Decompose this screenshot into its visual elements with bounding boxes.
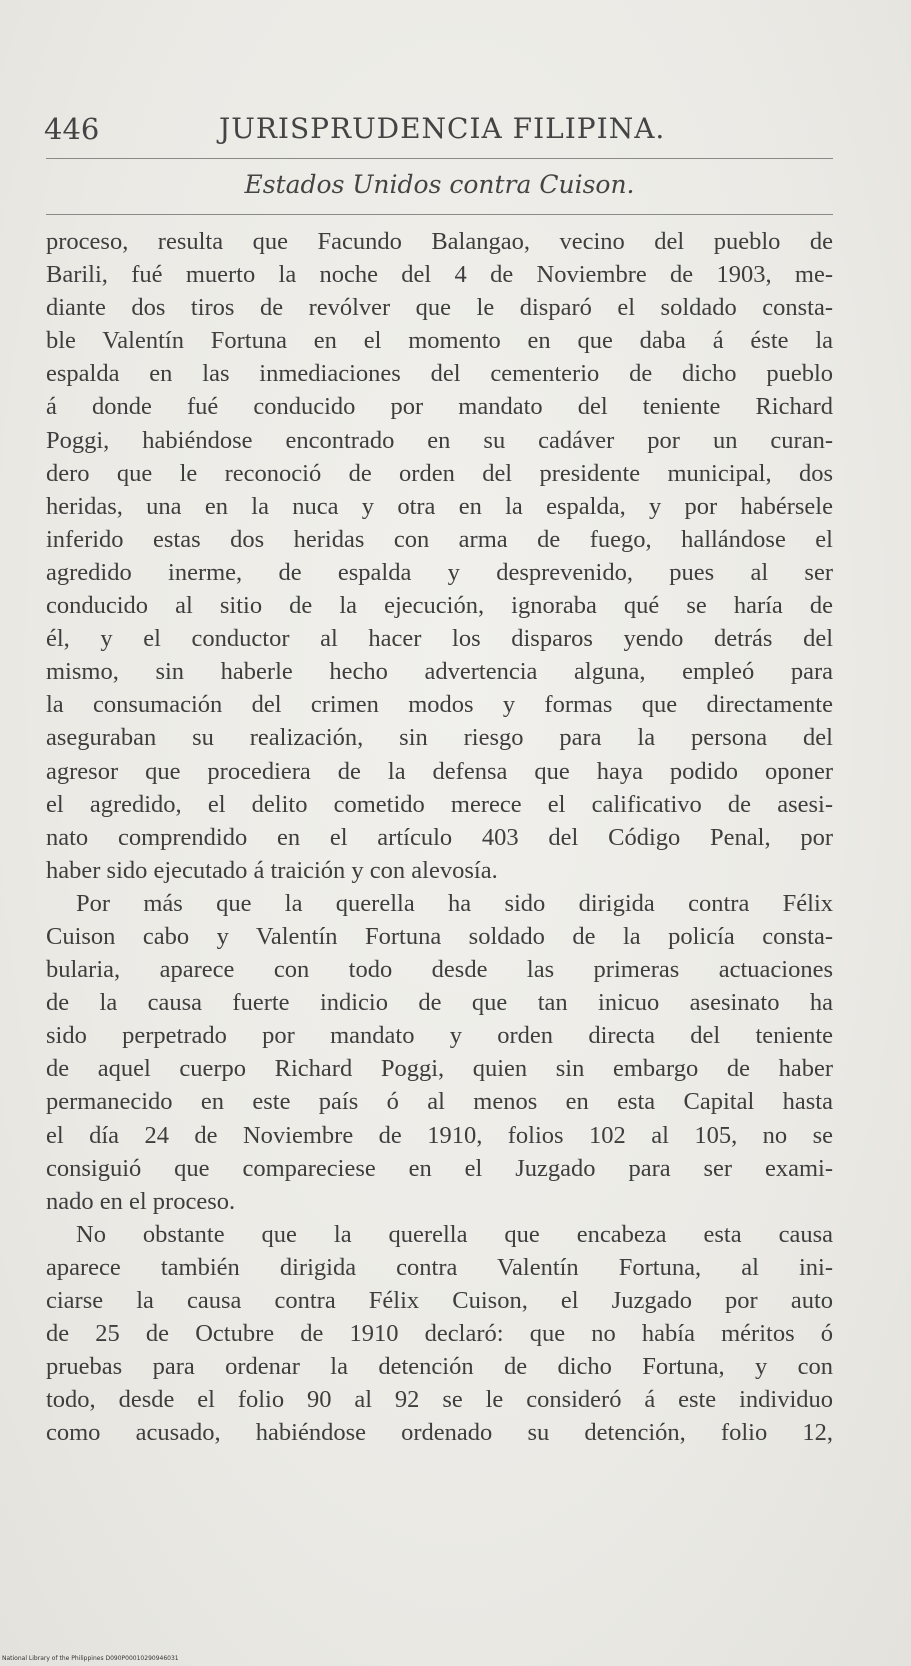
text-line: Cuison cabo y Valentín Fortuna soldado de la policía consta- [46,922,833,950]
text-line: haber sido ejecutado á traición y con alevosía. [46,856,498,884]
text-line: á donde fué conducido por mandato del teniente Richard [46,393,833,421]
text-line: permanecido en este país ó al menos en esta Capital hasta [46,1088,833,1116]
text-line: de 25 de Octubre de 1910 declaró: que no había méritos ó [46,1320,833,1348]
text-line: él, y el conductor al hacer los disparos yendo detrás del [46,625,833,653]
text-line: Barili, fué muerto la noche del 4 de Noviembre de 1903, me- [46,261,833,289]
text-line: dero que le reconoció de orden del presidente municipal, dos [46,459,833,487]
text-line: agresor que procediera de la defensa que haya podido oponer [46,757,833,785]
text-line: Por más que la querella ha sido dirigida contra Félix [76,889,833,917]
text-line: heridas, una en la nuca y otra en la espalda, y por habérsele [46,492,833,520]
text-line: nado en el proceso. [46,1187,236,1215]
text-line: aseguraban su realización, sin riesgo para la persona del [46,724,833,752]
text-line: nato comprendido en el artículo 403 del Código Penal, por [46,823,833,851]
text-line: de la causa fuerte indicio de que tan inicuo asesinato ha [46,989,833,1017]
text-line: diante dos tiros de revólver que le disparó el soldado consta- [46,294,833,322]
paragraph-1 [46,225,833,887]
text-line: como acusado, habiéndose ordenado su detención, folio 12, [46,1419,833,1447]
case-title: Estados Unidos contra Cuison. [244,170,635,199]
text-line: proceso, resulta que Facundo Balangao, vecino del pueblo de [46,228,833,255]
text-line: el día 24 de Noviembre de 1910, folios 102 al 105, no se [46,1121,833,1149]
text-line: el agredido, el delito cometido merece el calificativo de asesi- [46,790,833,818]
text-line: pruebas para ordenar la detención de dicho Fortuna, y con [46,1353,833,1381]
text-line: ble Valentín Fortuna en el momento en que daba á éste la [46,327,833,355]
text-line: de aquel cuerpo Richard Poggi, quien sin embargo de haber [46,1055,833,1083]
running-title: JURISPRUDENCIA FILIPINA. [219,112,666,145]
paragraph-3 [46,1218,833,1450]
page-header [44,112,834,152]
text-line: conducido al sitio de la ejecución, ignoraba qué se haría de [46,592,833,620]
text-line: sido perpetrado por mandato y orden directa del teniente [46,1022,833,1050]
text-line: Poggi, habiéndose encontrado en su cadáver por un curan- [46,426,833,454]
paragraph-2 [46,887,833,1218]
text-line: aparece también dirigida contra Valentín Fortuna, al ini- [46,1253,833,1281]
text-line: No obstante que la querella que encabeza esta causa [76,1220,833,1248]
text-line: ciarse la causa contra Félix Cuison, el Juzgado por auto [46,1287,833,1314]
text-line: mismo, sin haberle hecho advertencia alguna, empleó para [46,658,833,686]
text-line: agredido inerme, de espalda y desprevenido, pues al ser [46,558,833,586]
body-text [46,225,833,1449]
text-line: bularia, aparece con todo desde las primeras actuaciones [46,956,833,984]
scan-credit: National Library of the Philippines D090P00010290946031 [2,1655,179,1662]
header-rule-top [46,158,833,159]
header-rule-bottom [46,214,833,215]
page-number: 446 [44,112,100,146]
text-line: consiguió que compareciese en el Juzgado para ser exami- [46,1154,833,1182]
text-line: inferido estas dos heridas con arma de fuego, hallándose el [46,525,833,553]
text-line: espalda en las inmediaciones del cementerio de dicho pueblo [46,360,833,388]
text-line: todo, desde el folio 90 al 92 se le consideró á este individuo [46,1386,833,1414]
text-line: la consumación del crimen modos y formas que directamente [46,691,833,719]
